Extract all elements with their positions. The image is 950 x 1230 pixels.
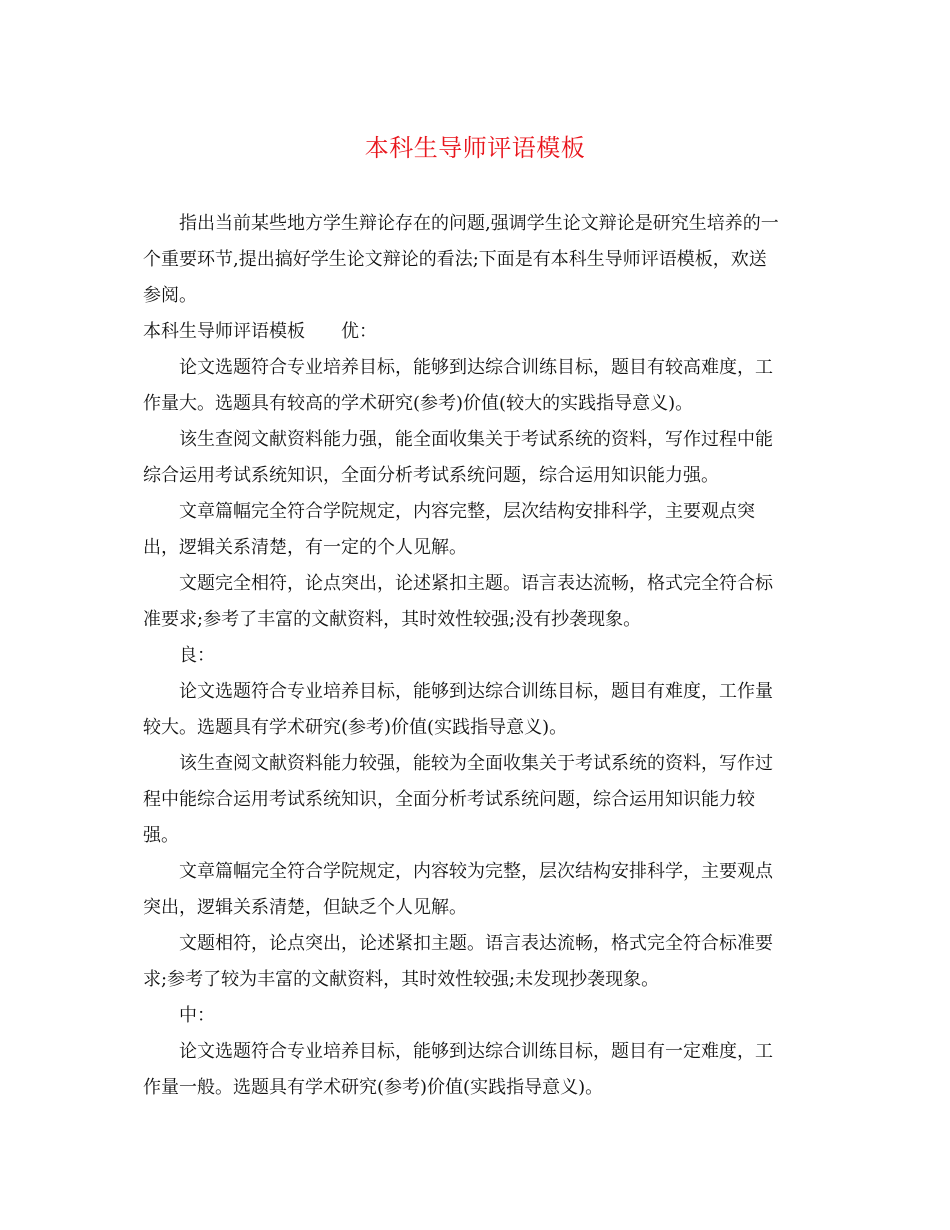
paragraph-line: 文题相符，论点突出，论述紧扣主题。语言表达流畅，格式完全符合标准要 <box>179 933 773 954</box>
paragraph-line: 论文选题符合专业培养目标，能够到达综合训练目标，题目有较高难度，工 <box>179 357 773 378</box>
paragraph-line: 程中能综合运用考试系统知识，全面分析考试系统问题，综合运用知识能力较 <box>143 789 755 810</box>
document-title: 本科生导师评语模板 <box>364 134 586 162</box>
paragraph-line: 求;参考了较为丰富的文献资料，其时效性较强;未发现抄袭现象。 <box>143 969 660 990</box>
paragraph-line: 较大。选题具有学术研究(参考)价值(实践指导意义)。 <box>143 717 568 738</box>
section-heading-medium: 中： <box>179 1005 215 1026</box>
paragraph-line: 作量一般。选题具有学术研究(参考)价值(实践指导意义)。 <box>143 1077 604 1098</box>
paragraph-line: 该生查阅文献资料能力较强，能较为全面收集关于考试系统的资料，写作过 <box>179 753 773 774</box>
paragraph-line: 指出当前某些地方学生辩论存在的问题,强调学生论文辩论是研究生培养的一 <box>179 213 779 234</box>
paragraph-line: 论文选题符合专业培养目标，能够到达综合训练目标，题目有一定难度，工 <box>179 1041 773 1062</box>
section-heading-excellent: 本科生导师评语模板 优： <box>143 321 377 342</box>
paragraph-line: 准要求;参考了丰富的文献资料，其时效性较强;没有抄袭现象。 <box>143 609 642 630</box>
paragraph-line: 综合运用考试系统知识，全面分析考试系统问题，综合运用知识能力强。 <box>143 465 719 486</box>
paragraph-line: 突出，逻辑关系清楚，但缺乏个人见解。 <box>143 897 467 918</box>
paragraph-line: 该生查阅文献资料能力强，能全面收集关于考试系统的资料，写作过程中能 <box>179 429 773 450</box>
section-heading-good: 良： <box>179 645 215 666</box>
paragraph-line: 个重要环节,提出搞好学生论文辩论的看法;下面是有本科生导师评语模板，欢送 <box>143 249 767 270</box>
paragraph-line: 文章篇幅完全符合学院规定，内容完整，层次结构安排科学，主要观点突 <box>179 501 755 522</box>
paragraph-line: 出，逻辑关系清楚，有一定的个人见解。 <box>143 537 467 558</box>
paragraph-line: 文章篇幅完全符合学院规定，内容较为完整，层次结构安排科学，主要观点 <box>179 861 773 882</box>
paragraph-line: 论文选题符合专业培养目标，能够到达综合训练目标，题目有难度，工作量 <box>179 681 773 702</box>
paragraph-line: 强。 <box>143 825 179 846</box>
paragraph-line: 参阅。 <box>143 285 197 306</box>
paragraph-line: 文题完全相符，论点突出，论述紧扣主题。语言表达流畅，格式完全符合标 <box>179 573 773 594</box>
paragraph-line: 作量大。选题具有较高的学术研究(参考)价值(较大的实践指导意义)。 <box>143 393 694 414</box>
